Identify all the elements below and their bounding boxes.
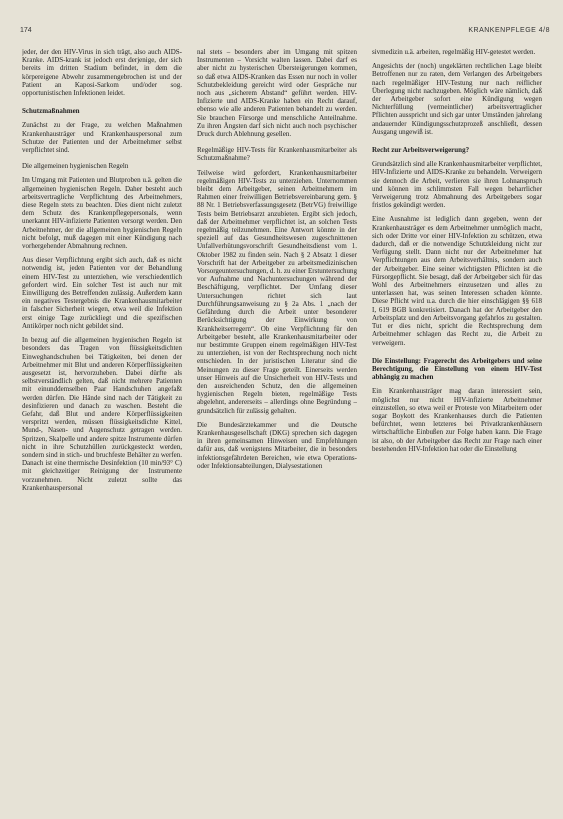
paragraph: In bezug auf die allgemeinen hygienischen Regeln ist besonders das Tragen von flüssigkeitsdichten Einweghandschuhen bei Tätigkeiten, bei denen der Arbeitnehmer mit Blut und anderen Körperflüssigkeiten ausgesetzt ist, hervorzuheben. Dabei dürfte als selbstverständlich gelten, daß nicht mehrere Patienten mit einunddemselben Paar Handschuhen angefaßt werden dürfen. Die Hände sind nach der Tätigkeit zu desinfizieren und danach zu waschen. Besteht die Gefahr, daß Blut und andere Körperflüssigkeiten verspritzt werden, müssen flüssigkeitsdichte Kittel, Mund-, Nasen- und Augenschutz getragen werden. Spritzen, Skalpelle und andere spitze Instrumente dürfen nicht in ihre Schutzhüllen zurückgesteckt werden, sondern sind in stich- und bruchfeste Behälter zu werfen. Danach ist eine thermische Desinfektion (10 min/93° C) mit gleichzeitiger Reinigung der Instrumente vorzunehmen. Nicht zuletzt sollte das Krankenhauspersonal [22,336,182,492]
paragraph: Aus dieser Verpflichtung ergibt sich auch, daß es nicht notwendig ist, jeden Patienten vor der Behandlung einem HIV-Test zu unterziehen, wie verschiedentlich gefordert wird. Ein solcher Test ist auch nur mit Einwilligung des Betreffenden zulässig. Außerdem kann ein negatives Testergebnis die Krankenhausmitarbeiter in falscher Sicherheit wiegen, etwa weil die Infektion erst einige Tage zurückliegt und die spezifischen Antikörper noch nicht gebildet sind. [22,256,182,330]
paragraph: sivmedizin u.ä. arbeiten, regelmäßig HIV-getestet werden. [372,48,536,56]
subsection-heading: Regelmäßige HIV-Tests für Krankenhausmitarbeiter als Schutzmaßnahme? [197,146,357,163]
section-heading: Schutzmaßnahmen [22,107,80,116]
running-title: KRANKENPFLEGE 4/8 [468,27,550,34]
paragraph: Im Umgang mit Patienten und Blutproben u.ä. gelten die allgemeinen hygienischen Regeln. Daher besteht auch arbeitsvertragliche Verpflichtung des Arbeitnehmers, diese Regeln stets zu beachten. Dies dient nicht zuletzt dem Schutz des Krankenpflegepersonals, wenn unerkannt HIV-infizierte Patienten versorgt werden. Den Arbeitnehmer, der die allgemeinen hygienischen Regeln nicht befolgt, muß dagegen mit einer Kündigung nach vorhergehender Abmahnung rechnen. [22,176,182,251]
paragraph: Die Bundesärztekammer und die Deutsche Krankenhausgesellschaft (DKG) sprechen sich dagegen in ihren gemeinsamen Hinweisen und Empfehlungen dafür aus, daß wenigstens Mitarbeiter, die in besonders infektionsgefährdeten Bereichen, wie etwa Operations- oder Infektionsabteilungen, Dialysestationen [197,420,357,470]
section-heading: Recht zur Arbeitsverweigerung? [372,146,470,155]
subsection-heading: Die allgemeinen hygienischen Regeln [22,162,129,171]
page-header [20,27,550,39]
paragraph: Grundsätzlich sind alle Krankenhausmitarbeiter verpflichtet, HIV-Infizierte und AIDS-Kranke zu behandeln. Verweigern sie dennoch die Arbeit, verlieren sie ihren Lohnanspruch und können im schlimmsten Fall wegen beharrlicher Verweigerung trotz Abmahnung des Arbeitgebers sogar fristlos gekündigt werden. [372,160,542,210]
paragraph: Zunächst zu der Frage, zu welchen Maßnahmen Krankenhausträger und Krankenhauspersonal zum Schutze der Patienten und der Arbeitnehmer selbst verpflichtet sind. [22,121,182,155]
paragraph: nal stets – besonders aber im Umgang mit spitzen Instrumenten – Vorsicht walten lassen. Dabei darf es aber nicht zu hysterischen Übersteigerungen kommen, so daß etwa AIDS-Kranken das Essen nur noch in voller Schutzbekleidung gereicht wird oder Gespräche nur noch aus „sicherem Abstand“ geführt werden. HIV-Infizierte und AIDS-Kranke haben ein Recht darauf, ebenso wie alle anderen Patienten behandelt zu werden. Sie brauchen Fürsorge und menschliche Anteilnahme. Zu ihren Ängsten darf sich nicht auch noch psychischer Druck durch Ablehnung gesellen. [197,48,357,139]
section-heading: Die Einstellung: Fragerecht des Arbeitgebers und seine Berechtigung, die Einstellung von einem HIV-Test abhängig zu machen [372,356,542,382]
text-column-1 [22,48,182,808]
text-column-2 [197,48,357,808]
paragraph: Teilweise wird gefordert, Krankenhausmitarbeiter regelmäßigen HIV-Tests zu unterziehen. Unternommen bleibt dem Arbeitgeber, seinen Arbeitnehmern im Rahmen einer freiwilligen Betriebsvereinbarung gem. § 88 Nr. 1 Betriebsverfassungsgesetz (BetrVG) freiwillige Tests beim Betriebsarzt anzubieten. Ergibt sich jedoch, daß der Arbeitnehmer verpflichtet ist, an solchen Tests regelmäßig teilzunehmen. Eine Antwort könnte in der speziell auf das Gesundheitswesen zugeschnittenen Unfallverhütungsvorschrift Gesundheitsdienst vom 1. Oktober 1982 zu finden sein. Nach § 2 Absatz 1 dieser Vorschrift hat der Arbeitgeber zu arbeitsmedizinischen Vorsorgeuntersuchungen, d. h. zu einer Erstuntersuchung vor Aufnahme und Nachuntersuchungen während der Beschäftigung, verpflichtet. Der Umfang dieser Untersuchungen richtet sich laut Durchführungsanweisung zu § 2a Abs. 1 „nach der Gefährdung durch die Arbeit unter besonderer Berücksichtigung der Einwirkung von Krankheitserregern“. Ob eine Verpflichtung für den Arbeitgeber besteht, alle Krankenhausmitarbeiter oder nur bestimmte Gruppen einem regelmäßigen HIV-Test zu unterziehen, ist von der Rechtsprechung noch nicht entschieden. In der juristischen Literatur sind die Meinungen zu dieser Frage geteilt. Einerseits werden unser Hinweis auf die Unsicherheit von HIV-Tests und den ausreichenden Schutz, den die allgemeinen hygienischen Regeln bieten, regelmäßige Tests abgelehnt, andererseits – allerdings ohne Begründung – grundsätzlich für zulässig gehalten. [197,168,357,415]
paragraph: Eine Ausnahme ist lediglich dann gegeben, wenn der Krankenhausträger es dem Arbeitnehmer unmöglich macht, sich oder Dritte vor einer HIV-Infektion zu schützen, etwa dadurch, daß er die notwendige Schutzkleidung nicht zur Verfügung stellt. Dann nicht nur der Arbeitnehmer hat Verpflichtungen aus dem Arbeitsverhältnis, sondern auch der Arbeitgeber. Eine seiner wichtigsten Pflichten ist die Fürsorgepflicht. Sie besagt, daß der Arbeitgeber sich für das Wohl des Arbeitnehmers einzusetzen und alles zu unterlassen hat, was seinen Interessen schaden könnte. Diese Pflicht wird u.a. durch die hier einschlägigen §§ 618 I, 619 BGB konkretisiert. Danach hat der Arbeitgeber den Arbeitsplatz und den Arbeitsvorgang gefahrlos zu gestalten. Tut er dies nicht, spricht die Rechtsprechung dem Arbeitnehmer schlagen das Recht zu, die Arbeit zu verweigern. [372,215,542,347]
paragraph: Angesichts der (noch) ungeklärten rechtlichen Lage bleibt Betroffenen nur zu raten, dem Verlangen des Arbeitgebers nach regelmäßiger HIV-Testung nur nach reiflicher Überlegung nicht nachzugeben. Möglich wäre nämlich, daß der Arbeitgeber sofort eine Kündigung wegen Nichterfüllung (vermeintlicher) arbeitsvertraglicher Pflichten ausspricht und sich gar unter Umständen jahrelang andauernder Kündigungsschutzprozeß anschließt, dessen Ausgang ungewiß ist. [372,62,542,136]
text-column-3 [372,48,542,808]
page-number: 174 [20,27,32,34]
paragraph: jeder, der den HIV-Virus in sich trägt, also auch AIDS-Kranke. AIDS-krank ist jedoch erst derjenige, der sich bereits im dritten Stadium befindet, in dem die körpereigene Abwehr zusammengebrochen ist und der Patient an Kaposi-Sarkom und/oder sog. opportunistischen Infektionen leidet. [22,48,182,98]
paragraph: Ein Krankenhausträger mag daran interessiert sein, möglichst nur nicht HIV-infizierte Arbeitnehmer einzustellen, so etwa weil er Proteste von Mitarbeitern oder sogar Boykott des Krankenhauses durch die Patienten befürchtet, wenn letzteres bei Privatkrankenhäusern wirtschaftliche Einbußen zur Folge haben kann. Die Frage ist also, ob der Arbeitgeber das Recht zur Frage nach einer bestehenden HIV-Infektion hat oder die Einstellung [372,387,542,453]
